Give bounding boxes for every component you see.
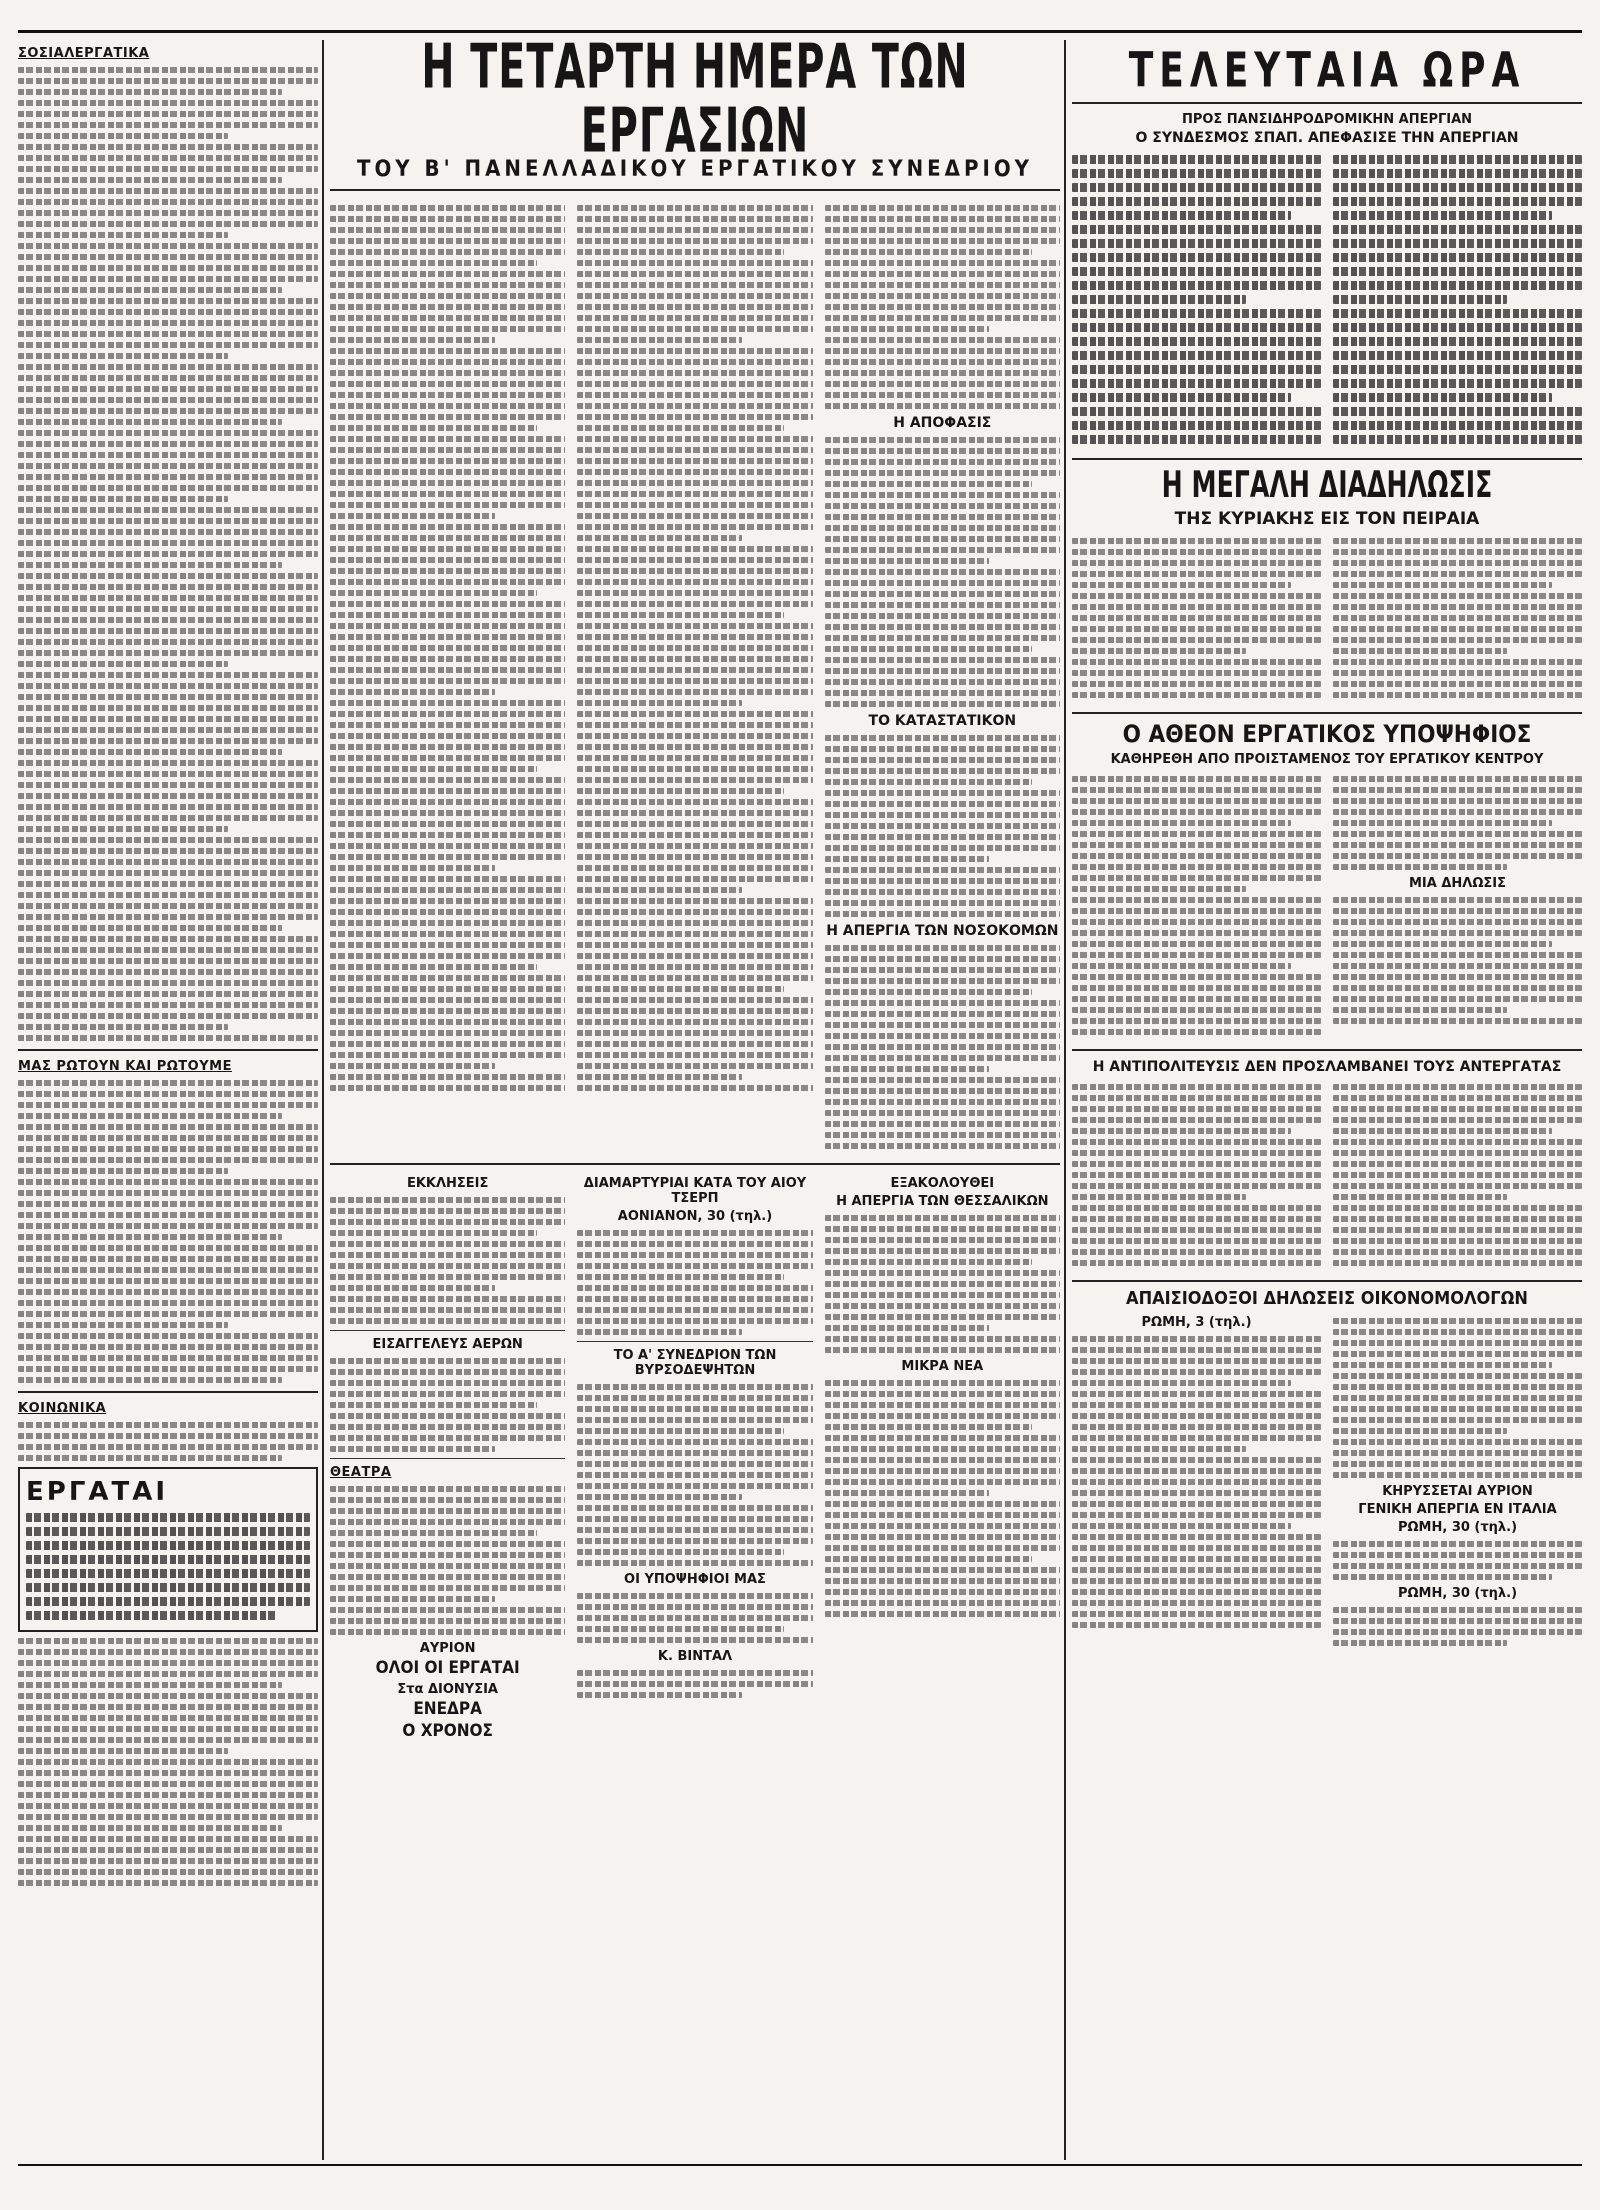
section-kicker-questions: ΜΑΣ ΡΩΤΟΥΝ ΚΑΙ ΡΩΤΟΥΜΕ — [18, 1059, 232, 1074]
economists-headline: ΑΠΑΙΣΙΟΔΟΞΟΙ ΔΗΛΩΣΕΙΣ ΟΙΚΟΝΟΜΟΛΟΓΩΝ — [1126, 1287, 1528, 1309]
article-body — [18, 1638, 318, 1886]
section-kicker-social2: ΚΟΙΝΩΝΙΚΑ — [18, 1401, 107, 1416]
column-divider — [1064, 40, 1066, 2160]
column-center — [330, 40, 1060, 2160]
opposition-body — [1072, 1078, 1582, 1272]
italy-headline: ΓΕΝΙΚΗ ΑΠΕΡΓΙΑ ΕΝ ΙΤΑΛΙΑ — [1358, 1502, 1557, 1518]
section-heading-small-news: ΜΙΚΡΑ ΝΕΑ — [901, 1359, 984, 1375]
dateline-rome-2: ΡΩΜΗ, 30 (τηλ.) — [1397, 1520, 1518, 1536]
ad-enedra: ΕΝΕΔΡΑ — [413, 1699, 482, 1720]
section-kicker-continues: ΕΞΑΚΟΛΟΥΘΕΙ — [890, 1176, 995, 1192]
section-heading-vintal: Κ. ΒΙΝΤΑΛ — [657, 1649, 733, 1665]
section-kicker-social: ΣΟΣΙΑΛΕΡΓΑΤΙΚΑ — [18, 46, 150, 61]
section-heading-thessaly-strike: Η ΑΠΕΡΓΙΑ ΤΩΝ ΘΕΣΣΑΛΙΚΩΝ — [836, 1194, 1049, 1210]
demonstration-body — [1072, 532, 1582, 704]
ad-all-workers: ΟΛΟΙ ΟΙ ΕΡΓΑΤΑΙ — [375, 1658, 520, 1679]
column-divider — [322, 40, 324, 2160]
section-heading-candidates: ΟΙ ΥΠΟΨΗΦΙΟΙ ΜΑΣ — [624, 1572, 766, 1588]
lower-center-section — [330, 1173, 1060, 1745]
ad-chronos: Ο ΧΡΟΝΟΣ — [402, 1721, 493, 1742]
dateline-rome-3: ΡΩΜΗ, 30 (τηλ.) — [1397, 1586, 1518, 1602]
dateline-aonianon: ΑΟΝΙΑΝΟΝ, 30 (τηλ.) — [617, 1209, 773, 1225]
article-body — [18, 1080, 318, 1383]
dateline-rome-1: ΡΩΜΗ, 3 (τηλ.) — [1141, 1315, 1252, 1331]
section-heading-appeals: ΕΚΚΛΗΣΕΙΣ — [406, 1176, 489, 1192]
top-rule — [18, 30, 1582, 33]
economists-body — [1072, 1312, 1582, 1652]
candidate-headline: Ο ΑΘΕΟΝ ΕΡΓΑΤΙΚΟΣ ΥΠΟΨΗΦΙΟΣ — [1122, 720, 1532, 749]
opposition-headline: Η ΑΝΤΙΠΟΛΙΤΕΥΣΙΣ ΔΕΝ ΠΡΟΣΛΑΜΒΑΝΕΙ ΤΟΥΣ ΑΝΤΕΡΓΑΤΑΣ — [1092, 1058, 1562, 1075]
main-article — [330, 199, 1060, 1155]
section-heading-decision: Η ΑΠΟΦΑΣΙΣ — [893, 415, 992, 432]
demonstration-headline: Η ΜΕΓΑΛΗ ΔΙΑΔΗΛΩΣΙΣ — [1161, 462, 1493, 506]
workers-box — [18, 1467, 318, 1632]
workers-box-title: ΕΡΓΑΤΑΙ — [26, 1477, 169, 1507]
late-news-subheadline-2: Ο ΣΥΝΔΕΣΜΟΣ ΣΠΑΠ. ΑΠΕΦΑΣΙΣΕ ΤΗΝ ΑΠΕΡΓΙΑΝ — [1135, 130, 1519, 146]
ad-dionysia: Στα ΔΙΟΝΥΣΙΑ — [397, 1682, 498, 1698]
section-heading-hospital-strike: Η ΑΠΕΡΓΙΑ ΤΩΝ ΝΟΣΟΚΟΜΩΝ — [826, 923, 1059, 940]
main-subheadline: ΤΟΥ Β' ΠΑΝΕΛΛΑΔΙΚΟΥ ΕΡΓΑΤΙΚΟΥ ΣΥΝΕΔΡΙΟΥ — [356, 157, 1034, 183]
article-body — [18, 67, 318, 1041]
column-right — [1072, 40, 1582, 2160]
article-body — [18, 1422, 318, 1461]
italy-kicker: ΚΗΡΥΣΣΕΤΑΙ ΑΥΡΙΟΝ — [1382, 1484, 1533, 1500]
bottom-rule — [18, 2164, 1582, 2166]
section-heading-tanners: ΤΟ Α' ΣΥΝΕΔΡΙΟΝ ΤΩΝ ΒΥΡΣΟΔΕΨΗΤΩΝ — [613, 1348, 777, 1379]
ad-tomorrow: ΑΥΡΙΟΝ — [419, 1641, 476, 1657]
main-headline: Η ΤΕΤΑΡΤΗ ΗΜΕΡΑ ΤΩΝ ΕΡΓΑΣΙΩΝ — [421, 40, 969, 168]
section-kicker-protests: ΔΙΑΜΑΡΤΥΡΙΑΙ ΚΑΤΑ ΤΟΥ ΑΙΟΥ ΤΣΕΡΠ — [583, 1176, 807, 1207]
late-news-body — [1072, 149, 1582, 450]
section-heading-theatres: ΘΕΑΤΡΑ — [330, 1465, 392, 1481]
section-heading-air: ΕΙΣΑΓΓΕΛΕΥΣ ΑΕΡΩΝ — [372, 1337, 523, 1353]
candidate-subheadline: ΚΑΘΗΡΕΘΗ ΑΠΟ ΠΡΟΙΣΤΑΜΕΝΟΣ ΤΟΥ ΕΡΓΑΤΙΚΟΥ ΚΕΝΤΡΟΥ — [1110, 751, 1544, 767]
demonstration-subheadline: ΤΗΣ ΚΥΡΙΑΚΗΣ ΕΙΣ ΤΟΝ ΠΕΙΡΑΙΑ — [1174, 509, 1480, 530]
late-news-headline: ΤΕΛΕΥΤΑΙΑ ΩΡΑ — [1128, 43, 1526, 99]
section-heading-statement: ΜΙΑ ΔΗΛΩΣΙΣ — [1408, 875, 1506, 891]
candidate-body — [1072, 770, 1582, 1041]
late-news-subheadline: ΠΡΟΣ ΠΑΝΣΙΔΗΡΟΔΡΟΜΙΚΗΝ ΑΠΕΡΓΙΑΝ — [1181, 112, 1473, 127]
column-left — [18, 40, 318, 2160]
section-heading-statute: ΤΟ ΚΑΤΑΣΤΑΤΙΚΟΝ — [868, 713, 1017, 730]
